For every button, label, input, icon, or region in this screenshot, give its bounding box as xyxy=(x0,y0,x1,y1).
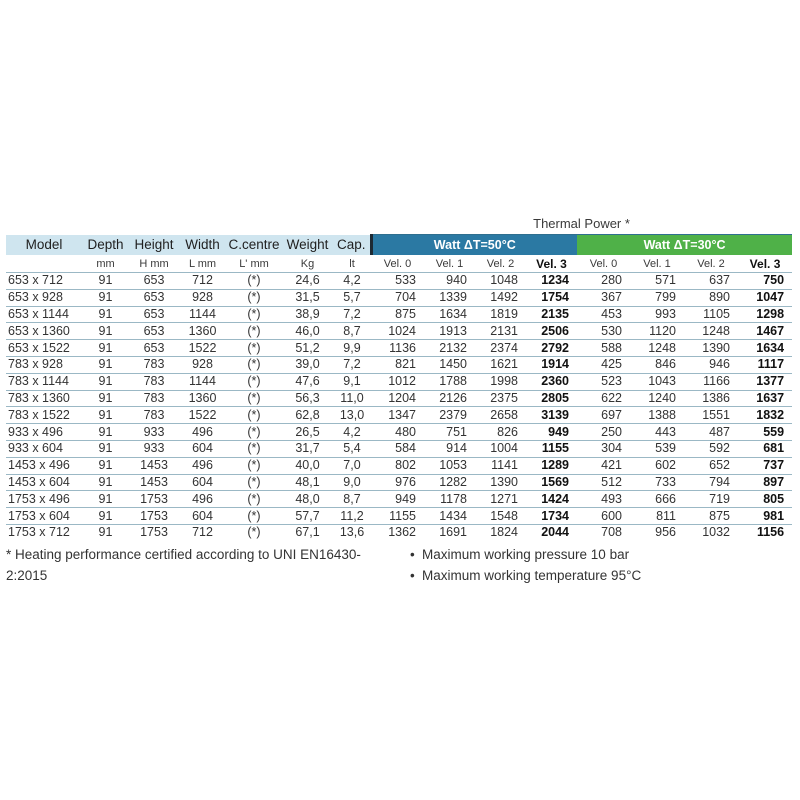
cell-weight: 40,0 xyxy=(282,457,333,474)
cell-depth: 91 xyxy=(82,440,129,457)
list-item xyxy=(410,565,790,586)
cell-cap: 8,7 xyxy=(333,491,371,508)
header-height: Height xyxy=(129,235,179,256)
cell-v1-30: 1388 xyxy=(630,407,684,424)
cell-ccentre: (*) xyxy=(226,508,282,525)
cell-model: 653 x 928 xyxy=(6,289,82,306)
unit-weight: Kg xyxy=(300,257,315,270)
cell-cap: 11,2 xyxy=(333,508,371,525)
cell-v0-50: 1024 xyxy=(371,323,424,340)
unit-model-empty xyxy=(6,255,82,273)
cell-weight: 51,2 xyxy=(282,340,333,357)
cell-weight: 48,0 xyxy=(282,491,333,508)
table-row xyxy=(6,407,792,424)
header-watt-30: Watt ΔT=30°C xyxy=(577,235,792,256)
cell-ccentre: (*) xyxy=(226,440,282,457)
cell-v0-30: 530 xyxy=(577,323,630,340)
cell-v1-50: 1634 xyxy=(424,306,475,323)
bullet-icon: • xyxy=(410,547,415,562)
cell-v0-30: 453 xyxy=(577,306,630,323)
cell-v3-30: 1156 xyxy=(738,524,792,540)
cell-v2-30: 875 xyxy=(684,508,738,525)
cell-v0-30: 523 xyxy=(577,373,630,390)
cell-v0-50: 1362 xyxy=(371,524,424,540)
header-cap: Cap. xyxy=(333,235,371,256)
cell-v2-30: 1390 xyxy=(684,340,738,357)
cell-model: 1753 x 496 xyxy=(6,491,82,508)
thermal-power-row xyxy=(6,213,792,235)
cell-weight: 39,0 xyxy=(282,356,333,373)
cell-width: 1360 xyxy=(179,323,226,340)
table-row xyxy=(6,474,792,491)
cell-v3-30: 750 xyxy=(738,273,792,290)
cell-height: 933 xyxy=(129,424,179,441)
cell-width: 1360 xyxy=(179,390,226,407)
unit-cap: lt xyxy=(349,257,355,270)
cell-v0-30: 708 xyxy=(577,524,630,540)
cell-weight: 31,7 xyxy=(282,440,333,457)
cell-width: 496 xyxy=(179,491,226,508)
table-row xyxy=(6,306,792,323)
cell-v0-50: 704 xyxy=(371,289,424,306)
cell-cap: 13,0 xyxy=(333,407,371,424)
unit-vel3-30: Vel. 3 xyxy=(749,256,781,271)
cell-v1-50: 940 xyxy=(424,273,475,290)
unit-vel0-50: Vel. 0 xyxy=(383,257,412,270)
unit-vel1-50: Vel. 1 xyxy=(435,257,464,270)
cell-v3-30: 1377 xyxy=(738,373,792,390)
cell-v1-30: 799 xyxy=(630,289,684,306)
cell-v2-30: 719 xyxy=(684,491,738,508)
cell-width: 604 xyxy=(179,508,226,525)
cell-depth: 91 xyxy=(82,390,129,407)
table-row xyxy=(6,273,792,290)
cell-weight: 31,5 xyxy=(282,289,333,306)
cell-depth: 91 xyxy=(82,474,129,491)
cell-v1-30: 956 xyxy=(630,524,684,540)
cell-ccentre: (*) xyxy=(226,390,282,407)
thermal-power-title: Thermal Power * xyxy=(371,213,792,235)
cell-v0-30: 588 xyxy=(577,340,630,357)
cell-v0-30: 622 xyxy=(577,390,630,407)
table-row xyxy=(6,323,792,340)
cell-height: 653 xyxy=(129,323,179,340)
unit-vel0-30: Vel. 0 xyxy=(589,257,618,270)
table-row xyxy=(6,491,792,508)
cell-v3-50: 949 xyxy=(526,424,577,441)
cell-v3-30: 1832 xyxy=(738,407,792,424)
cell-v2-50: 1004 xyxy=(475,440,526,457)
cell-v2-30: 637 xyxy=(684,273,738,290)
cell-v3-50: 2044 xyxy=(526,524,577,540)
cell-v1-50: 751 xyxy=(424,424,475,441)
table-row xyxy=(6,524,792,540)
cell-ccentre: (*) xyxy=(226,306,282,323)
cell-weight: 48,1 xyxy=(282,474,333,491)
cell-v1-30: 811 xyxy=(630,508,684,525)
cell-v0-30: 697 xyxy=(577,407,630,424)
cell-model: 653 x 1360 xyxy=(6,323,82,340)
cell-ccentre: (*) xyxy=(226,356,282,373)
cell-ccentre: (*) xyxy=(226,424,282,441)
cell-v1-30: 666 xyxy=(630,491,684,508)
cell-v2-30: 1166 xyxy=(684,373,738,390)
cell-v2-50: 1390 xyxy=(475,474,526,491)
unit-vel2-50: Vel. 2 xyxy=(486,257,515,270)
cell-weight: 56,3 xyxy=(282,390,333,407)
cell-v0-50: 1012 xyxy=(371,373,424,390)
cell-depth: 91 xyxy=(82,407,129,424)
cell-depth: 91 xyxy=(82,491,129,508)
cell-depth: 91 xyxy=(82,306,129,323)
cell-v0-50: 1347 xyxy=(371,407,424,424)
cell-model: 783 x 928 xyxy=(6,356,82,373)
table-row xyxy=(6,373,792,390)
cell-v1-50: 1053 xyxy=(424,457,475,474)
cell-v3-50: 1754 xyxy=(526,289,577,306)
cell-cap: 7,2 xyxy=(333,356,371,373)
header-row xyxy=(6,235,792,256)
table-row xyxy=(6,340,792,357)
cell-width: 1522 xyxy=(179,340,226,357)
cell-v2-30: 890 xyxy=(684,289,738,306)
header-depth: Depth xyxy=(82,235,129,256)
cell-height: 1453 xyxy=(129,457,179,474)
footnote-text: * Heating performance certified according to UNI EN16430-2:2015 xyxy=(6,547,361,583)
cell-weight: 46,0 xyxy=(282,323,333,340)
cell-v1-30: 733 xyxy=(630,474,684,491)
cell-cap: 8,7 xyxy=(333,323,371,340)
header-model: Model xyxy=(6,235,82,256)
bullet-text: Maximum working pressure 10 bar xyxy=(422,547,630,562)
cell-model: 1453 x 604 xyxy=(6,474,82,491)
cell-v2-30: 592 xyxy=(684,440,738,457)
cell-height: 783 xyxy=(129,356,179,373)
cell-v1-50: 1691 xyxy=(424,524,475,540)
cell-v0-50: 875 xyxy=(371,306,424,323)
cell-height: 1453 xyxy=(129,474,179,491)
cell-v2-50: 826 xyxy=(475,424,526,441)
cell-ccentre: (*) xyxy=(226,340,282,357)
cell-model: 1753 x 712 xyxy=(6,524,82,540)
cell-v2-50: 2375 xyxy=(475,390,526,407)
cell-v0-50: 480 xyxy=(371,424,424,441)
cell-v0-30: 493 xyxy=(577,491,630,508)
unit-vel1-30: Vel. 1 xyxy=(643,257,671,270)
cell-v3-50: 1914 xyxy=(526,356,577,373)
table-row xyxy=(6,390,792,407)
cell-v2-50: 2658 xyxy=(475,407,526,424)
list-item xyxy=(410,544,790,565)
cell-v2-50: 1998 xyxy=(475,373,526,390)
cell-height: 653 xyxy=(129,340,179,357)
cell-v1-50: 1434 xyxy=(424,508,475,525)
cell-v3-30: 681 xyxy=(738,440,792,457)
cell-v3-50: 2805 xyxy=(526,390,577,407)
cell-cap: 5,7 xyxy=(333,289,371,306)
cell-cap: 9,1 xyxy=(333,373,371,390)
cell-v1-50: 2126 xyxy=(424,390,475,407)
bullet-list xyxy=(410,544,790,586)
cell-v2-30: 1386 xyxy=(684,390,738,407)
header-weight: Weight xyxy=(282,235,333,256)
cell-cap: 9,0 xyxy=(333,474,371,491)
cell-depth: 91 xyxy=(82,340,129,357)
cell-v1-50: 1788 xyxy=(424,373,475,390)
cell-v3-30: 981 xyxy=(738,508,792,525)
cell-model: 653 x 1522 xyxy=(6,340,82,357)
cell-width: 712 xyxy=(179,524,226,540)
cell-weight: 38,9 xyxy=(282,306,333,323)
cell-ccentre: (*) xyxy=(226,491,282,508)
cell-model: 653 x 1144 xyxy=(6,306,82,323)
units-row xyxy=(6,255,792,273)
cell-height: 1753 xyxy=(129,524,179,540)
cell-v0-50: 533 xyxy=(371,273,424,290)
cell-v0-50: 802 xyxy=(371,457,424,474)
cell-ccentre: (*) xyxy=(226,373,282,390)
cell-ccentre: (*) xyxy=(226,273,282,290)
cell-v3-50: 2360 xyxy=(526,373,577,390)
cell-v2-30: 1248 xyxy=(684,323,738,340)
table-row xyxy=(6,289,792,306)
cell-depth: 91 xyxy=(82,289,129,306)
cell-v2-30: 1551 xyxy=(684,407,738,424)
cell-height: 1753 xyxy=(129,491,179,508)
cell-height: 933 xyxy=(129,440,179,457)
cell-v0-50: 1136 xyxy=(371,340,424,357)
cell-v3-50: 1734 xyxy=(526,508,577,525)
cell-v1-50: 2379 xyxy=(424,407,475,424)
unit-vel3-50: Vel. 3 xyxy=(536,256,567,271)
cell-ccentre: (*) xyxy=(226,474,282,491)
table-body xyxy=(6,273,792,541)
cell-model: 933 x 604 xyxy=(6,440,82,457)
cell-height: 653 xyxy=(129,306,179,323)
cell-cap: 11,0 xyxy=(333,390,371,407)
unit-depth: mm xyxy=(96,257,115,270)
cell-weight: 24,6 xyxy=(282,273,333,290)
bullet-icon: • xyxy=(410,568,415,583)
header-ccentre: C.centre xyxy=(226,235,282,256)
cell-v3-50: 1289 xyxy=(526,457,577,474)
cell-v2-50: 1819 xyxy=(475,306,526,323)
cell-depth: 91 xyxy=(82,273,129,290)
cell-model: 1453 x 496 xyxy=(6,457,82,474)
table-row xyxy=(6,356,792,373)
cell-model: 783 x 1144 xyxy=(6,373,82,390)
cell-depth: 91 xyxy=(82,508,129,525)
cell-depth: 91 xyxy=(82,457,129,474)
cell-v1-50: 1339 xyxy=(424,289,475,306)
cell-v3-30: 1117 xyxy=(738,356,792,373)
cell-height: 653 xyxy=(129,273,179,290)
cell-v1-30: 1043 xyxy=(630,373,684,390)
cell-cap: 4,2 xyxy=(333,273,371,290)
cell-v1-30: 846 xyxy=(630,356,684,373)
super-header-spacer xyxy=(6,213,371,235)
cell-depth: 91 xyxy=(82,373,129,390)
cell-depth: 91 xyxy=(82,323,129,340)
cell-v2-30: 487 xyxy=(684,424,738,441)
cell-weight: 47,6 xyxy=(282,373,333,390)
cell-v0-50: 976 xyxy=(371,474,424,491)
cell-v0-30: 367 xyxy=(577,289,630,306)
cell-width: 928 xyxy=(179,289,226,306)
cell-v0-50: 584 xyxy=(371,440,424,457)
cell-v2-50: 2131 xyxy=(475,323,526,340)
cell-width: 604 xyxy=(179,474,226,491)
cell-v2-50: 1048 xyxy=(475,273,526,290)
cell-v2-50: 1141 xyxy=(475,457,526,474)
cell-v0-50: 1204 xyxy=(371,390,424,407)
cell-model: 783 x 1360 xyxy=(6,390,82,407)
cell-height: 653 xyxy=(129,289,179,306)
table-row xyxy=(6,440,792,457)
cell-cap: 7,2 xyxy=(333,306,371,323)
table-row xyxy=(6,508,792,525)
cell-v2-50: 1271 xyxy=(475,491,526,508)
cell-v3-50: 3139 xyxy=(526,407,577,424)
cell-v2-50: 2374 xyxy=(475,340,526,357)
cell-v1-50: 1450 xyxy=(424,356,475,373)
cell-model: 933 x 496 xyxy=(6,424,82,441)
cell-cap: 5,4 xyxy=(333,440,371,457)
cell-v2-30: 1032 xyxy=(684,524,738,540)
cell-width: 712 xyxy=(179,273,226,290)
unit-width: L mm xyxy=(188,257,217,270)
cell-weight: 62,8 xyxy=(282,407,333,424)
cell-v2-30: 652 xyxy=(684,457,738,474)
cell-ccentre: (*) xyxy=(226,407,282,424)
cell-width: 604 xyxy=(179,440,226,457)
cell-cap: 13,6 xyxy=(333,524,371,540)
cell-v3-30: 805 xyxy=(738,491,792,508)
cell-cap: 4,2 xyxy=(333,424,371,441)
cell-weight: 67,1 xyxy=(282,524,333,540)
cell-v3-30: 559 xyxy=(738,424,792,441)
cell-v0-30: 512 xyxy=(577,474,630,491)
cell-cap: 9,9 xyxy=(333,340,371,357)
cell-height: 1753 xyxy=(129,508,179,525)
cell-v2-30: 1105 xyxy=(684,306,738,323)
cell-v3-30: 1047 xyxy=(738,289,792,306)
cell-v1-50: 1178 xyxy=(424,491,475,508)
unit-ccentre: L' mm xyxy=(239,257,269,270)
specifications-table xyxy=(6,213,792,541)
cell-v1-50: 2132 xyxy=(424,340,475,357)
cell-v1-50: 1913 xyxy=(424,323,475,340)
cell-v2-50: 1548 xyxy=(475,508,526,525)
cell-v3-50: 2506 xyxy=(526,323,577,340)
cell-v2-50: 1621 xyxy=(475,356,526,373)
cell-model: 783 x 1522 xyxy=(6,407,82,424)
cell-width: 1144 xyxy=(179,373,226,390)
cell-v1-30: 571 xyxy=(630,273,684,290)
cell-v3-30: 1298 xyxy=(738,306,792,323)
cell-v1-30: 1248 xyxy=(630,340,684,357)
footnote xyxy=(6,544,396,586)
cell-ccentre: (*) xyxy=(226,289,282,306)
unit-vel2-30: Vel. 2 xyxy=(697,257,725,270)
cell-depth: 91 xyxy=(82,356,129,373)
cell-v3-30: 1634 xyxy=(738,340,792,357)
cell-width: 1144 xyxy=(179,306,226,323)
unit-height: H mm xyxy=(139,257,169,270)
cell-v1-30: 993 xyxy=(630,306,684,323)
cell-depth: 91 xyxy=(82,424,129,441)
cell-v3-50: 1234 xyxy=(526,273,577,290)
cell-v3-50: 1155 xyxy=(526,440,577,457)
cell-v0-50: 949 xyxy=(371,491,424,508)
cell-weight: 26,5 xyxy=(282,424,333,441)
cell-v2-50: 1492 xyxy=(475,289,526,306)
cell-width: 928 xyxy=(179,356,226,373)
cell-cap: 7,0 xyxy=(333,457,371,474)
cell-height: 783 xyxy=(129,390,179,407)
cell-v0-30: 421 xyxy=(577,457,630,474)
cell-v0-30: 600 xyxy=(577,508,630,525)
cell-model: 653 x 712 xyxy=(6,273,82,290)
cell-v2-30: 946 xyxy=(684,356,738,373)
cell-v3-50: 1569 xyxy=(526,474,577,491)
cell-width: 496 xyxy=(179,424,226,441)
cell-v3-30: 897 xyxy=(738,474,792,491)
cell-v3-50: 2792 xyxy=(526,340,577,357)
cell-v0-30: 425 xyxy=(577,356,630,373)
cell-v0-30: 280 xyxy=(577,273,630,290)
cell-v3-50: 1424 xyxy=(526,491,577,508)
table-row xyxy=(6,457,792,474)
cell-v1-30: 1240 xyxy=(630,390,684,407)
cell-v0-50: 821 xyxy=(371,356,424,373)
cell-depth: 91 xyxy=(82,524,129,540)
cell-width: 1522 xyxy=(179,407,226,424)
header-width: Width xyxy=(179,235,226,256)
cell-v1-30: 1120 xyxy=(630,323,684,340)
cell-v1-30: 602 xyxy=(630,457,684,474)
cell-v1-30: 443 xyxy=(630,424,684,441)
cell-height: 783 xyxy=(129,373,179,390)
cell-width: 496 xyxy=(179,457,226,474)
cell-ccentre: (*) xyxy=(226,524,282,540)
cell-model: 1753 x 604 xyxy=(6,508,82,525)
cell-v3-50: 2135 xyxy=(526,306,577,323)
cell-v3-30: 737 xyxy=(738,457,792,474)
cell-v2-30: 794 xyxy=(684,474,738,491)
cell-v3-30: 1637 xyxy=(738,390,792,407)
cell-v1-50: 914 xyxy=(424,440,475,457)
header-watt-50: Watt ΔT=50°C xyxy=(371,235,577,256)
cell-weight: 57,7 xyxy=(282,508,333,525)
cell-height: 783 xyxy=(129,407,179,424)
cell-v1-30: 539 xyxy=(630,440,684,457)
cell-v3-30: 1467 xyxy=(738,323,792,340)
cell-v0-30: 304 xyxy=(577,440,630,457)
specifications-table-container xyxy=(6,213,792,541)
cell-v1-50: 1282 xyxy=(424,474,475,491)
cell-ccentre: (*) xyxy=(226,323,282,340)
cell-v2-50: 1824 xyxy=(475,524,526,540)
cell-ccentre: (*) xyxy=(226,457,282,474)
cell-v0-30: 250 xyxy=(577,424,630,441)
cell-v0-50: 1155 xyxy=(371,508,424,525)
table-row xyxy=(6,424,792,441)
bullet-text: Maximum working temperature 95°C xyxy=(422,568,642,583)
